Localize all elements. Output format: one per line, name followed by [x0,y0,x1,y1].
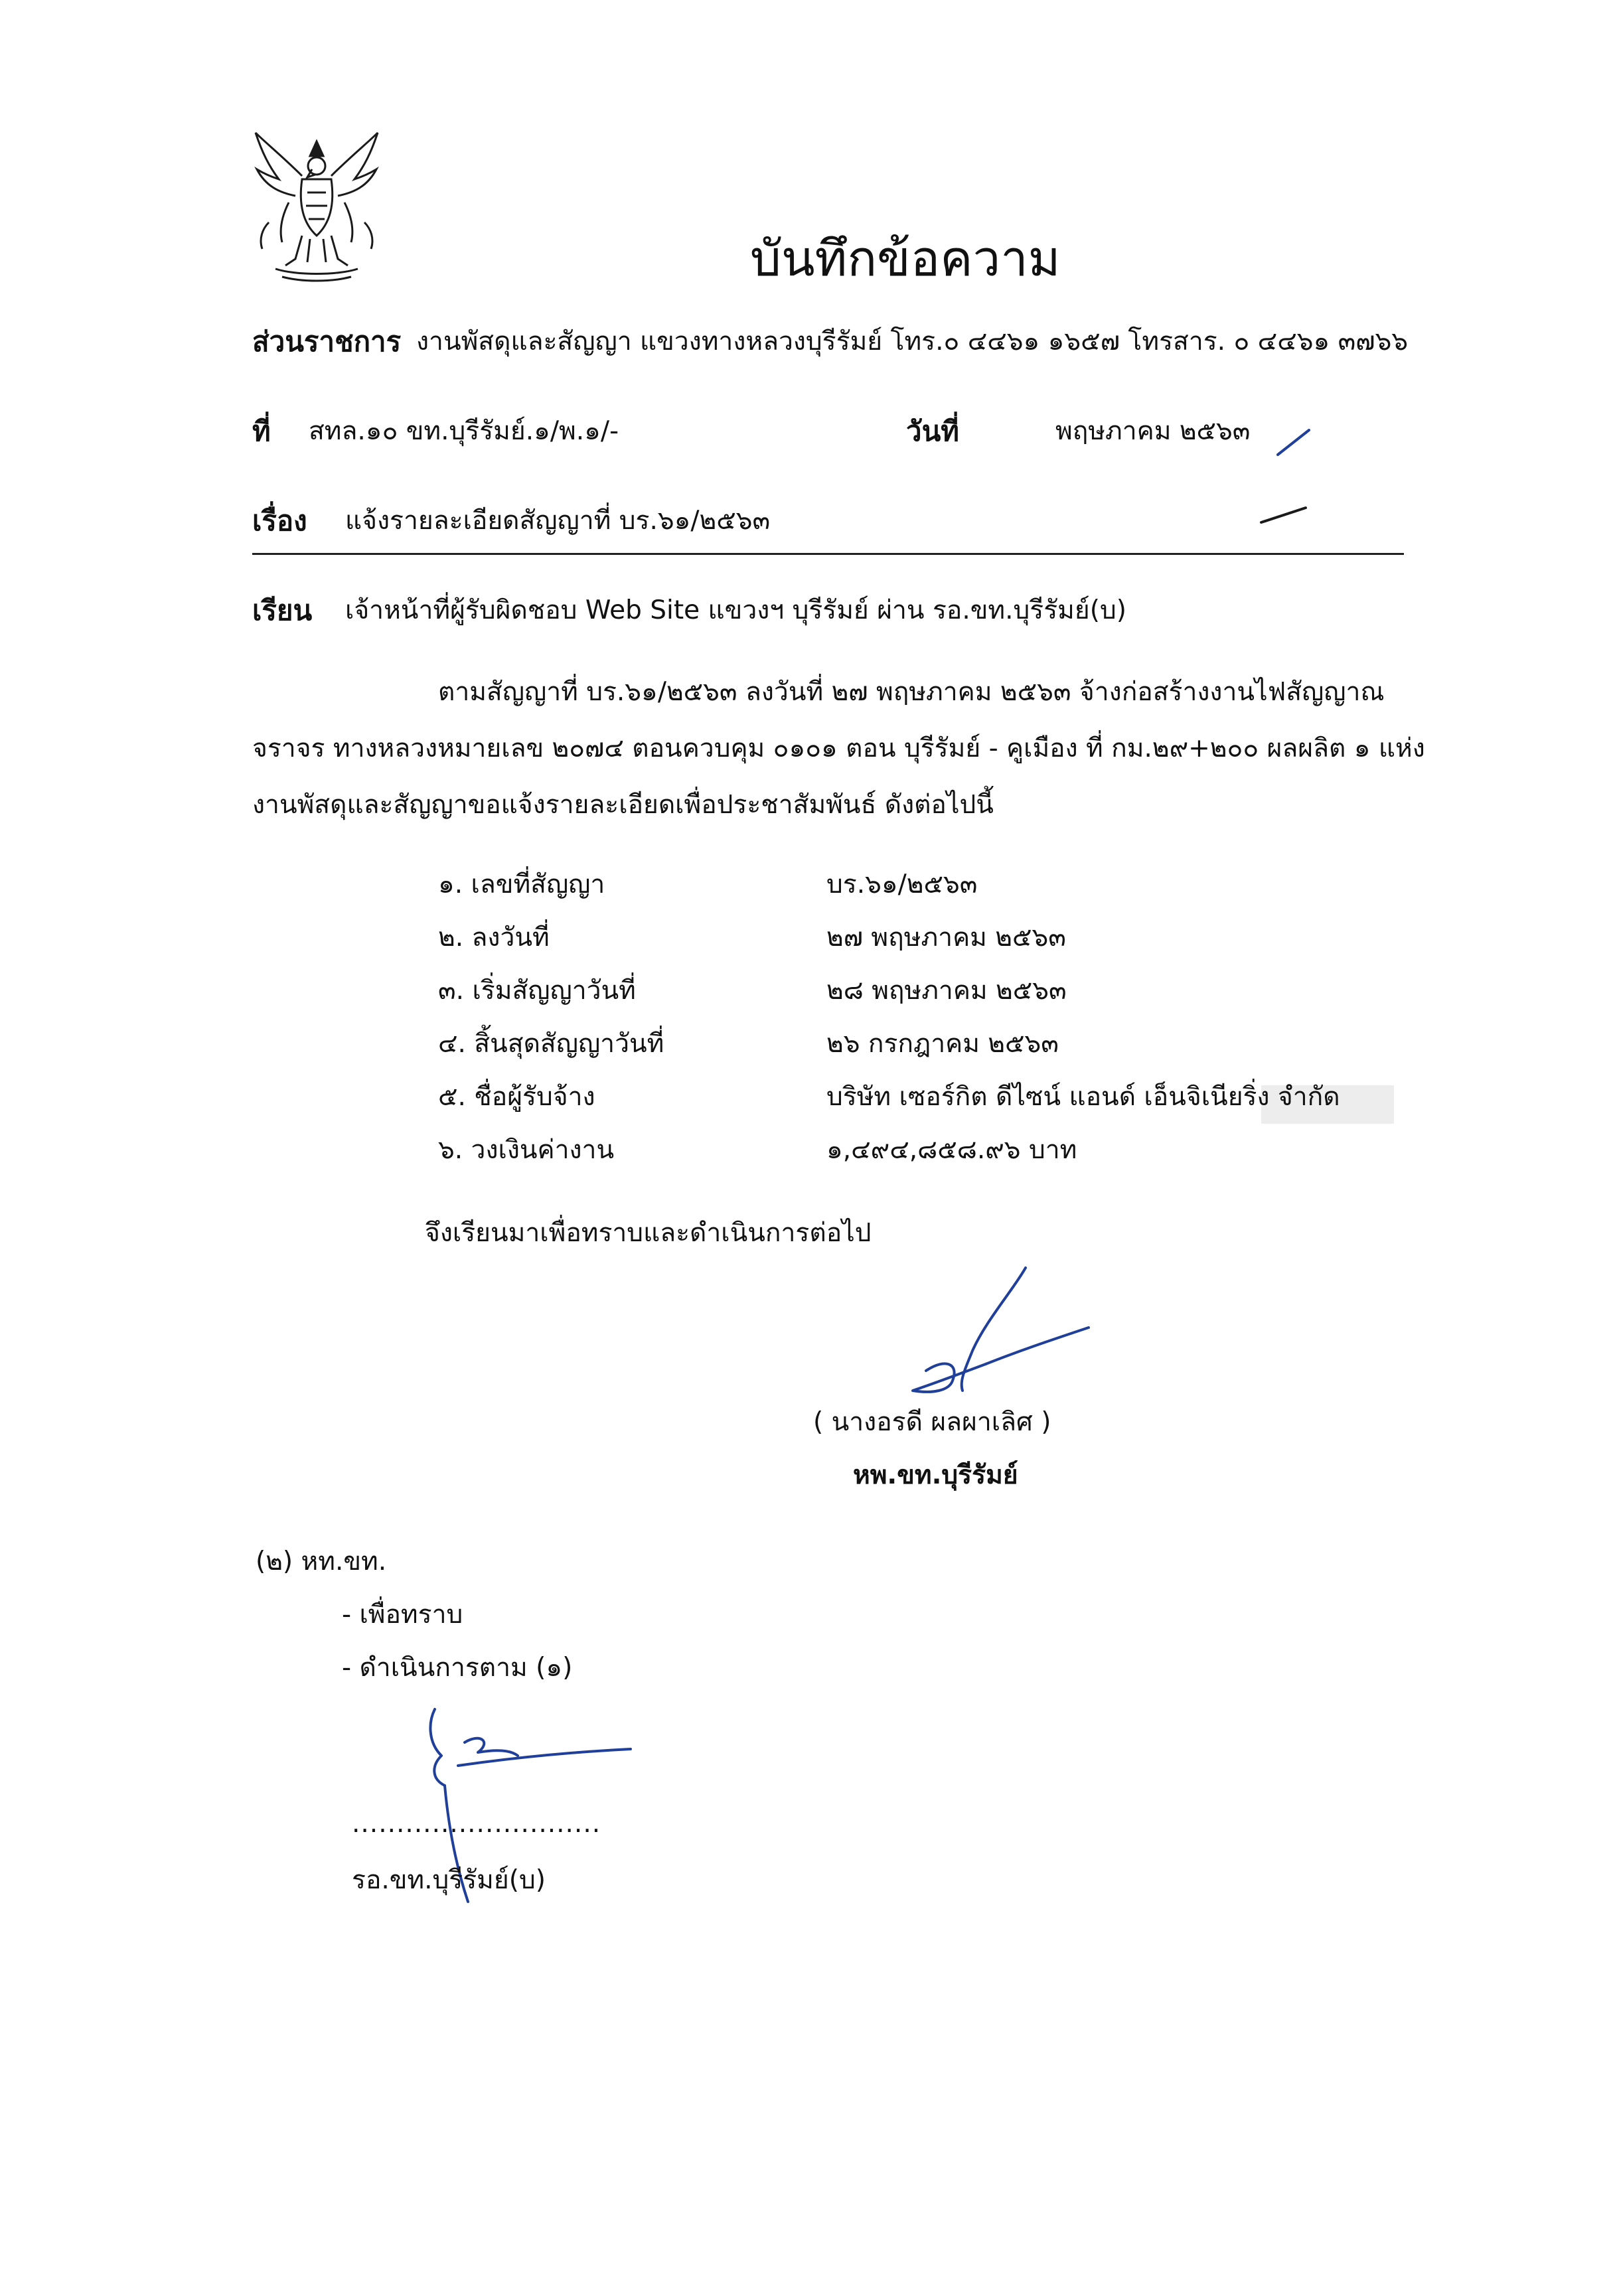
document-title: บันทึกข้อความ [750,230,1061,287]
item-label: ๕. ชื่อผู้รับจ้าง [438,1082,595,1112]
date-label: วันที่ [906,415,959,447]
header-divider [252,553,1404,555]
item-label: ๒. ลงวันที่ [438,923,550,953]
routing-point-1: - เพื่อทราบ [342,1600,463,1630]
signatory-name: ( นางอรดี ผลผาเลิศ ) [813,1407,1051,1437]
item-label: ๓. เริ่มสัญญาวันที่ [438,976,636,1006]
to-label: เรียน [252,594,313,627]
item-value: ๒๗ พฤษภาคม ๒๕๖๓ [826,923,1066,953]
signature-mark [886,1258,1099,1404]
body-line-3: งานพัสดุและสัญญาขอแจ้งรายละเอียดเพื่อประชาสัมพันธ์ ดังต่อไปนี้ [252,790,994,820]
item-value: ๑,๔๙๔,๘๕๘.๙๖ บาท [826,1135,1077,1165]
checkmark-stroke-icon [1274,425,1314,458]
item-label: ๑. เลขที่สัญญา [438,870,605,899]
reference-number: สทล.๑๐ ขท.บุรีรัมย์.๑/พ.๑/- [309,416,619,446]
signature-dotted-line: ............................ [352,1809,601,1839]
item-label: ๔. สิ้นสุดสัญญาวันที่ [438,1029,664,1059]
agency-label: ส่วนราชการ [252,325,402,358]
item-value: ๒๘ พฤษภาคม ๒๕๖๓ [826,976,1067,1006]
subject-value: แจ้งรายละเอียดสัญญาที่ บร.๖๑/๒๕๖๓ [345,506,771,536]
garuda-emblem-icon [249,129,385,282]
body-line-1: ตามสัญญาที่ บร.๖๑/๒๕๖๓ ลงวันที่ ๒๗ พฤษภาคม ๒๕๖๓ จ้างก่อสร้างงานไฟสัญญาณ [438,677,1385,707]
item-value: ๒๖ กรกฎาคม ๒๕๖๓ [826,1029,1059,1059]
routing-heading: (๒) หท.ขท. [256,1547,387,1576]
item-label: ๖. วงเงินค่างาน [438,1135,615,1165]
to-value: เจ้าหน้าที่ผู้รับผิดชอบ Web Site แขวงฯ บุรีรัมย์ ผ่าน รอ.ขท.บุรีรัมย์(บ) [345,595,1126,625]
endorser-position: รอ.ขท.บุรีรัมย์(บ) [352,1865,546,1895]
date-value: พฤษภาคม ๒๕๖๓ [1055,416,1251,446]
routing-point-2: - ดำเนินการตาม (๑) [342,1653,573,1683]
signatory-position: หพ.ขท.บุรีรัมย์ [853,1460,1018,1490]
agency-value: งานพัสดุและสัญญา แขวงทางหลวงบุรีรัมย์ โทร.๐ ๔๔๖๑ ๑๖๕๗ โทรสาร. ๐ ๔๔๖๑ ๓๗๖๖ [416,327,1409,356]
reference-label: ที่ [252,415,271,447]
item-value: บร.๖๑/๒๕๖๓ [826,870,978,899]
item-value: บริษัท เซอร์กิต ดีไซน์ แอนด์ เอ็นจิเนียริ่ง จำกัด [826,1082,1340,1112]
closing-sentence: จึงเรียนมาเพื่อทราบและดำเนินการต่อไป [425,1218,872,1248]
dash-stroke-icon [1258,501,1311,528]
subject-label: เรื่อง [252,504,307,537]
body-line-2: จราจร ทางหลวงหมายเลข ๒๐๗๔ ตอนควบคุม ๐๑๐๑ ตอน บุรีรัมย์ - คูเมือง ที่ กม.๒๙+๒๐๐ ผลผลิต ๑ แห่ง [252,733,1425,763]
